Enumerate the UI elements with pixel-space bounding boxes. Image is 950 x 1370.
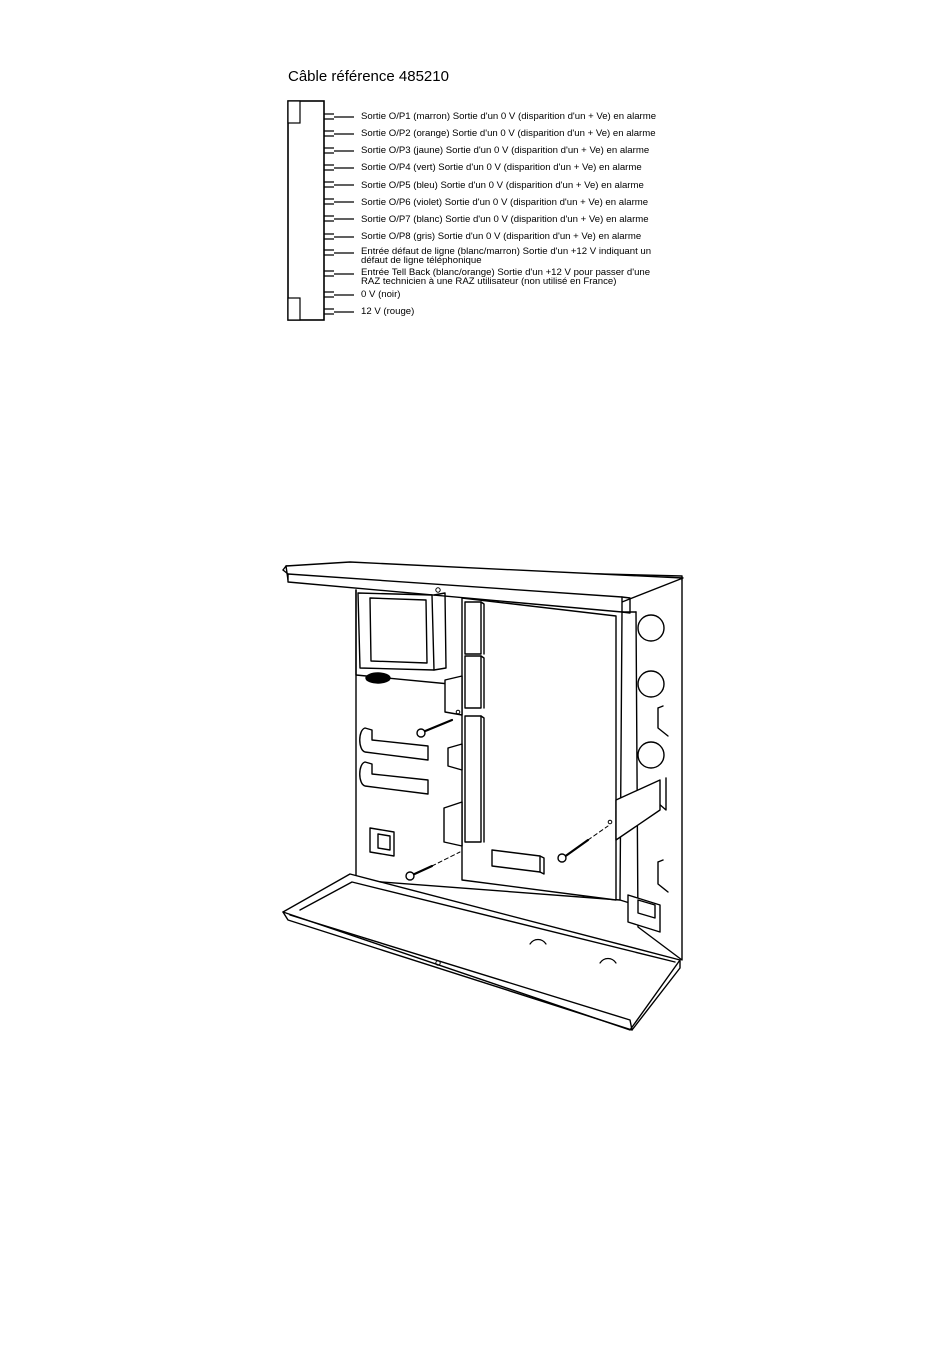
- knockout-hole-3: [638, 742, 664, 768]
- pin-label-10: Entrée Tell Back (blanc/orange) Sortie d'un +12 V pour passer d'une RAZ technicien à une RAZ utilisateur (non utilisé en France): [361, 267, 651, 288]
- pin-label-9: Entrée défaut de ligne (blanc/marron) Sortie d'un +12 V indiquant un défaut de ligne téléphonique: [361, 246, 652, 267]
- pin-label-8: Sortie O/P8 (gris) Sortie d'un 0 V (disparition d'un + Ve) en alarme: [361, 231, 642, 242]
- pin-label-3: Sortie O/P3 (jaune) Sortie d'un 0 V (disparition d'un + Ve) en alarme: [361, 145, 650, 156]
- pin-label-1: Sortie O/P1 (marron) Sortie d'un 0 V (disparition d'un + Ve) en alarme: [361, 111, 657, 122]
- transformer: [358, 593, 446, 683]
- pin-label-6: Sortie O/P6 (violet) Sortie d'un 0 V (disparition d'un + Ve) en alarme: [361, 197, 649, 208]
- pin-label-5: Sortie O/P5 (bleu) Sortie d'un 0 V (disparition d'un + Ve) en alarme: [361, 180, 644, 191]
- pin-label-2: Sortie O/P2 (orange) Sortie d'un 0 V (disparition d'un + Ve) en alarme: [361, 128, 656, 139]
- pin-label-11: 0 V (noir): [361, 289, 401, 300]
- pin-label-12: 12 V (rouge): [361, 306, 415, 317]
- knockout-hole-2: [638, 671, 664, 697]
- cable-title: Câble référence 485210: [288, 68, 449, 85]
- pin-label-4: Sortie O/P4 (vert) Sortie d'un 0 V (disparition d'un + Ve) en alarme: [361, 162, 642, 173]
- circuit-board: [462, 598, 616, 900]
- pin-label-7: Sortie O/P7 (blanc) Sortie d'un 0 V (disparition d'un + Ve) en alarme: [361, 214, 649, 225]
- enclosure-right-wall: [620, 580, 682, 960]
- knockout-hole-1: [638, 615, 664, 641]
